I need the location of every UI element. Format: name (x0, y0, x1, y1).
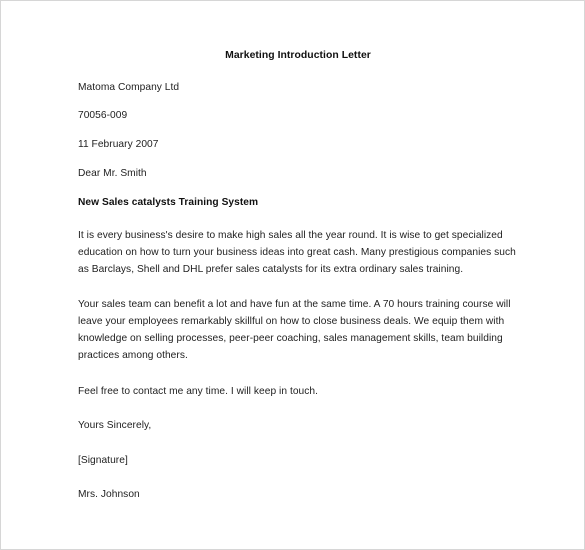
reference-code: 70056-009 (78, 110, 128, 121)
closing-note: Feel free to contact me any time. I will keep in touch. (78, 386, 319, 397)
paragraph-offer (78, 296, 518, 364)
signature-placeholder: [Signature] (78, 455, 128, 466)
letter-subject: New Sales catalysts Training System (78, 197, 259, 208)
letter-date: 11 February 2007 (78, 139, 159, 150)
paragraph-intro (78, 227, 518, 278)
paragraph-line: as Barclays, Shell and DHL prefer sales catalysts for its extra ordinary sales training. (78, 264, 464, 275)
paragraph-line: leave your employees remarkably skillful on how to close business deals. We equip them with (78, 316, 505, 327)
letter-title: Marketing Introduction Letter (225, 50, 371, 61)
signer-name: Mrs. Johnson (78, 489, 140, 500)
company-name: Matoma Company Ltd (78, 82, 180, 93)
paragraph-line: knowledge on selling processes, peer-peer coaching, sales management skills, team building (78, 333, 503, 344)
paragraph-line: It is every business's desire to make high sales all the year round. It is wise to get specialized (78, 230, 503, 241)
paragraph-line: practices among others. (78, 350, 188, 361)
paragraph-line: Your sales team can benefit a lot and have fun at the same time. A 70 hours training course will (78, 299, 511, 310)
salutation: Dear Mr. Smith (78, 168, 147, 179)
paragraph-line: education on how to turn your business ideas into great cash. Many prestigious companies such (78, 247, 516, 258)
sign-off: Yours Sincerely, (78, 420, 152, 431)
